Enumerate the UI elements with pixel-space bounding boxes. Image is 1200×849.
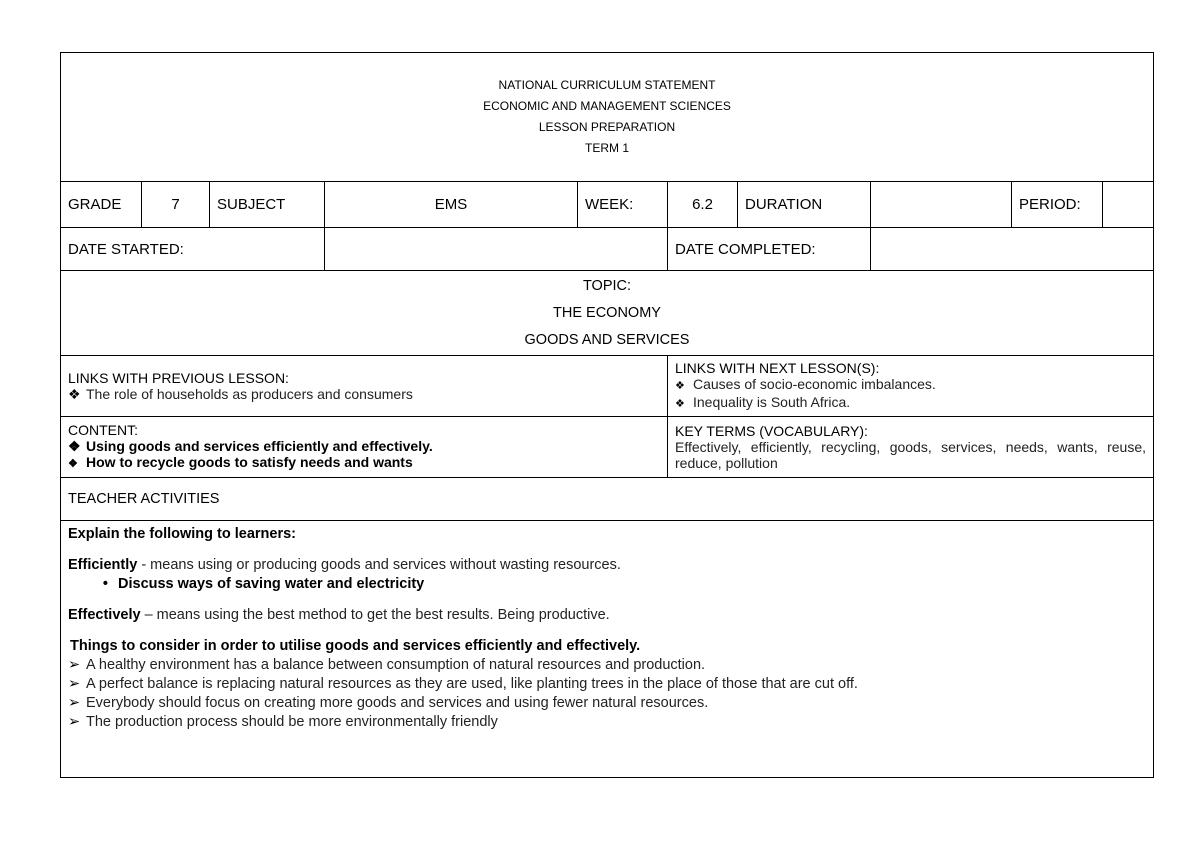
intro-text: Explain the following to learners: [68,526,296,542]
list-item [68,675,1146,694]
links-next-section [668,356,1154,417]
week-label: WEEK: [578,182,668,228]
links-previous-title: LINKS WITH PREVIOUS LESSON: [68,370,289,386]
list-item [68,656,1146,675]
dot-bullet-icon: • [102,576,108,592]
period-label: PERIOD: [1012,182,1103,228]
key-terms-section [668,417,1154,478]
effectively-def: – means using the best method to get the best results. Being productive. [140,607,610,623]
discuss-item: Discuss ways of saving water and electricity [118,576,425,592]
header-line-subject: ECONOMIC AND MANAGEMENT SCIENCES [483,99,731,113]
teacher-activities-body [61,521,1154,778]
list-item [68,454,660,472]
diamond-bullet-icon: ❖ [68,458,78,470]
links-next-title: LINKS WITH NEXT LESSON(S): [675,360,880,376]
topic-label: TOPIC: [582,277,632,294]
period-value [1103,182,1154,228]
efficiently-definition [68,556,1146,575]
content-title: CONTENT: [68,422,138,438]
effectively-definition [68,606,1146,625]
grade-label: GRADE [61,182,142,228]
date-completed-value [871,228,1154,271]
content-item: Using goods and services efficiently and effectively. [86,438,433,454]
header-line-term: TERM 1 [584,141,629,155]
content-item: How to recycle goods to satisfy needs and wants [86,454,413,470]
things-item: The production process should be more environmentally friendly [86,714,498,730]
diamond-bullet-icon: ❖ [68,386,81,402]
duration-value [871,182,1012,228]
lesson-preparation-table [60,52,1154,778]
topic-section [61,271,1154,356]
list-item [68,438,660,454]
efficiently-term: Efficiently [68,557,138,573]
efficiently-def: - means using or producing goods and services without wasting resources. [137,557,621,573]
links-previous-section [61,356,668,417]
subject-label: SUBJECT [210,182,325,228]
arrow-bullet-icon: ➢ [68,695,81,711]
key-terms-title: KEY TERMS (VOCABULARY): [675,423,868,439]
list-item [675,394,1146,412]
topic-line-goods: GOODS AND SERVICES [524,331,690,348]
things-item: A healthy environment has a balance between consumption of natural resources and production. [86,657,706,673]
links-previous-item: The role of households as producers and consumers [86,386,413,402]
arrow-bullet-icon: ➢ [68,676,81,692]
links-next-item: Inequality is South Africa. [693,394,851,410]
document-header [61,53,1154,182]
teacher-activities-label: TEACHER ACTIVITIES [61,478,1154,521]
header-line-curriculum: NATIONAL CURRICULUM STATEMENT [498,78,716,92]
date-started-value [325,228,668,271]
arrow-bullet-icon: ➢ [68,714,81,730]
subject-value: EMS [325,182,578,228]
list-item [675,376,1146,394]
diamond-bullet-icon: ❖ [68,438,81,454]
effectively-term: Effectively [68,607,141,623]
diamond-bullet-icon: ❖ [675,380,685,392]
date-completed-label: DATE COMPLETED: [668,228,871,271]
grade-value: 7 [142,182,210,228]
links-next-item: Causes of socio-economic imbalances. [693,376,936,392]
things-item: A perfect balance is replacing natural resources as they are used, like planting trees in the place of those that are cut off. [86,676,858,692]
key-terms-text: Effectively, efficiently, recycling, goods, services, needs, wants, reuse, reduce, pollution [675,439,1146,471]
arrow-bullet-icon: ➢ [68,657,81,673]
date-started-label: DATE STARTED: [61,228,325,271]
list-item [68,575,1146,594]
list-item [68,694,1146,713]
list-item [68,713,1146,732]
list-item [68,386,660,402]
duration-label: DURATION [738,182,871,228]
things-heading: Things to consider in order to utilise goods and services efficiently and effectively. [70,638,641,654]
week-value: 6.2 [668,182,738,228]
diamond-bullet-icon: ❖ [675,398,685,410]
things-item: Everybody should focus on creating more goods and services and using fewer natural resources. [86,695,709,711]
topic-line-economy: THE ECONOMY [553,304,661,321]
content-section [61,417,668,478]
header-line-lesson: LESSON PREPARATION [538,120,676,134]
